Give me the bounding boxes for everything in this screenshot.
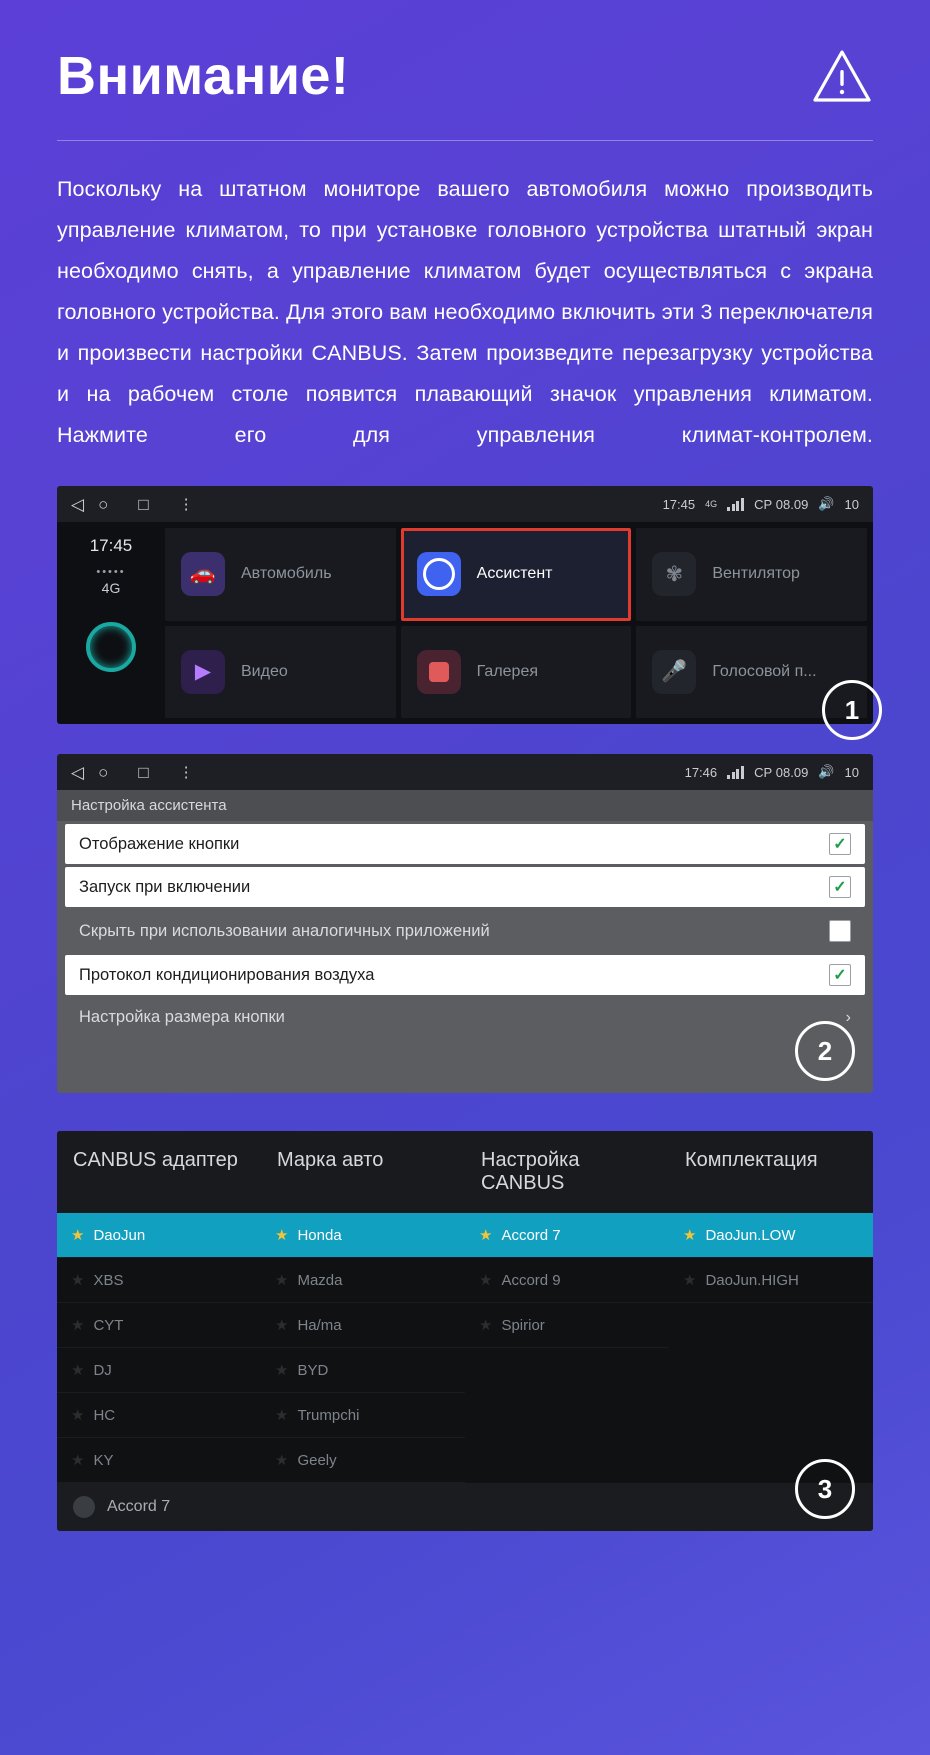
canbus-footer xyxy=(57,1483,873,1531)
setting-label: Протокол кондиционирования воздуха xyxy=(79,965,375,984)
canbus-cell[interactable] xyxy=(57,1213,261,1258)
star-icon: ★ xyxy=(71,1407,85,1424)
cell-label: Spirior xyxy=(501,1316,545,1334)
canbus-table xyxy=(57,1131,873,1531)
tile-fan[interactable] xyxy=(636,528,867,621)
android-status-bar-1 xyxy=(57,486,873,522)
step-badge-1: 1 xyxy=(822,680,882,740)
more-options-icon[interactable]: ⋮ xyxy=(178,764,195,781)
settings-list xyxy=(57,790,873,1093)
star-icon: ★ xyxy=(71,1362,85,1379)
column-header-trim: Комплектация xyxy=(685,1149,818,1171)
setting-label: Настройка размера кнопки xyxy=(79,1008,285,1026)
cell-label: Ha/ma xyxy=(297,1316,342,1334)
canbus-table-header xyxy=(57,1131,873,1213)
tile-label: Видео xyxy=(241,662,288,680)
step-badge-2: 2 xyxy=(795,1021,855,1081)
car-model-icon xyxy=(73,1496,95,1518)
setting-row-button-size[interactable] xyxy=(65,998,865,1037)
setting-row-display-button[interactable] xyxy=(65,824,865,864)
checkbox-checked-icon[interactable]: ✓ xyxy=(829,833,851,855)
star-icon: ★ xyxy=(275,1317,289,1334)
star-icon: ★ xyxy=(71,1317,85,1334)
recents-icon[interactable]: □ xyxy=(138,494,149,514)
star-icon: ★ xyxy=(683,1227,697,1244)
signal-icon xyxy=(727,766,744,779)
signal-icon xyxy=(727,498,744,511)
microphone-icon: 🎤 xyxy=(652,650,696,694)
canbus-cell[interactable] xyxy=(669,1213,873,1258)
setting-label: Запуск при включении xyxy=(79,877,251,896)
table-row[interactable] xyxy=(57,1258,873,1303)
canbus-cell-empty xyxy=(669,1348,873,1393)
checkbox-checked-icon[interactable]: ✓ xyxy=(829,876,851,898)
cell-label: Trumpchi xyxy=(297,1406,360,1424)
canbus-cell[interactable] xyxy=(57,1258,261,1303)
android-status-bar-2 xyxy=(57,754,873,790)
settings-title: Настройка ассистента xyxy=(57,790,873,821)
cell-label: HC xyxy=(93,1406,116,1424)
canbus-cell-empty xyxy=(669,1393,873,1438)
status-time: 17:46 xyxy=(684,764,718,780)
screenshot-canbus xyxy=(57,1131,873,1531)
step-badge-3: 3 xyxy=(795,1459,855,1519)
video-icon: ▶ xyxy=(181,650,225,694)
status-date: СР 08.09 xyxy=(754,496,809,512)
cell-label: DaoJun xyxy=(93,1226,146,1244)
canbus-cell[interactable] xyxy=(261,1303,465,1348)
status-volume: 10 xyxy=(844,764,859,780)
body-paragraph: Поскольку на штатном мониторе вашего автомобиля можно производить управление климатом, то при установке головного устройства штатный экран необходимо снять, а управление климатом будет осуществляться с экрана головного устройства. Для этого вам необходимо включить эти 3 переключателя и произвести настройки CANBUS. Затем произведите перезагрузку устройства и на рабочем столе появится плавающий значок управления климатом. Нажмите его для управления климат-контролем. xyxy=(57,177,873,447)
tile-label: Галерея xyxy=(476,662,539,680)
screenshot-launcher xyxy=(57,486,873,724)
column-header-adapter: CANBUS адаптер xyxy=(73,1149,238,1171)
star-icon: ★ xyxy=(275,1227,289,1244)
star-icon: ★ xyxy=(479,1272,493,1289)
canbus-cell[interactable] xyxy=(261,1393,465,1438)
tile-label: Вентилятор xyxy=(712,565,800,583)
settings-spacer xyxy=(57,1037,873,1093)
canbus-cell-empty xyxy=(465,1438,669,1483)
cell-label: Geely xyxy=(297,1451,337,1469)
star-icon: ★ xyxy=(275,1407,289,1424)
canbus-cell-empty xyxy=(465,1393,669,1438)
cell-label: DJ xyxy=(93,1361,112,1379)
cell-label: BYD xyxy=(297,1361,329,1379)
cell-label: DaoJun.HIGH xyxy=(705,1271,799,1289)
star-icon: ★ xyxy=(275,1362,289,1379)
column-header-canbus: Настройка CANBUS xyxy=(481,1149,580,1194)
launcher-sidebar xyxy=(57,522,165,724)
cell-label: Accord 9 xyxy=(501,1271,561,1289)
column-header-brand: Марка авто xyxy=(277,1149,384,1171)
header-divider xyxy=(57,140,873,141)
setting-label: Отображение кнопки xyxy=(79,834,240,853)
sidebar-time: 17:45 xyxy=(89,536,133,555)
canbus-cell[interactable] xyxy=(465,1258,669,1303)
star-icon: ★ xyxy=(275,1272,289,1289)
status-time: 17:45 xyxy=(662,496,696,512)
canbus-cell[interactable] xyxy=(465,1303,669,1348)
page-title: Внимание! xyxy=(57,46,350,107)
cell-label: CYT xyxy=(93,1316,124,1334)
cell-label: Honda xyxy=(297,1226,342,1244)
canbus-cell[interactable] xyxy=(261,1258,465,1303)
star-icon: ★ xyxy=(275,1452,289,1469)
back-icon[interactable]: ◁ xyxy=(71,762,85,782)
tile-car[interactable] xyxy=(165,528,396,621)
tile-label: Автомобиль xyxy=(241,565,332,583)
setting-row-hide-similar-apps[interactable] xyxy=(65,910,865,952)
table-row[interactable] xyxy=(57,1213,873,1258)
back-icon[interactable]: ◁ xyxy=(71,494,85,514)
star-icon: ★ xyxy=(71,1227,85,1244)
tile-video[interactable] xyxy=(165,626,396,719)
cell-label: DaoJun.LOW xyxy=(705,1226,796,1244)
sidebar-network: 4G xyxy=(101,580,121,596)
canbus-cell-empty xyxy=(465,1348,669,1393)
canbus-cell-empty xyxy=(669,1303,873,1348)
warning-triangle-icon xyxy=(811,46,873,108)
cell-label: Accord 7 xyxy=(501,1226,561,1244)
tile-assistant[interactable] xyxy=(401,528,632,621)
tile-label: Ассистент xyxy=(476,565,553,583)
canbus-cell[interactable] xyxy=(57,1348,261,1393)
launcher-tiles xyxy=(165,522,873,724)
checkbox-unchecked-icon[interactable] xyxy=(829,920,851,942)
status-volume: 10 xyxy=(844,496,859,512)
status-network: 4G xyxy=(705,499,718,509)
checkbox-checked-icon[interactable]: ✓ xyxy=(829,964,851,986)
star-icon: ★ xyxy=(479,1317,493,1334)
home-icon[interactable]: ○ xyxy=(98,762,109,782)
canbus-footer-label: Accord 7 xyxy=(107,1498,171,1515)
table-row[interactable] xyxy=(57,1303,873,1348)
table-row[interactable] xyxy=(57,1348,873,1393)
fan-icon: ✾ xyxy=(652,552,696,596)
canbus-cell[interactable] xyxy=(57,1303,261,1348)
tile-label: Голосовой п... xyxy=(712,662,817,680)
cell-label: XBS xyxy=(93,1271,124,1289)
launcher-screen xyxy=(57,522,873,724)
status-date: СР 08.09 xyxy=(754,764,809,780)
canbus-cell[interactable] xyxy=(465,1213,669,1258)
setting-row-ac-protocol[interactable] xyxy=(65,955,865,995)
canbus-cell[interactable] xyxy=(669,1258,873,1303)
volume-icon: 🔊 xyxy=(818,764,835,779)
star-icon: ★ xyxy=(479,1227,493,1244)
gallery-icon xyxy=(417,650,461,694)
header xyxy=(57,0,873,108)
sidebar-signal-dots: ••••• xyxy=(96,566,126,578)
more-options-icon[interactable]: ⋮ xyxy=(178,496,195,513)
table-row[interactable] xyxy=(57,1438,873,1483)
recents-icon[interactable]: □ xyxy=(138,762,149,782)
car-icon: 🚗 xyxy=(181,552,225,596)
setting-row-start-on-boot[interactable] xyxy=(65,867,865,907)
star-icon: ★ xyxy=(683,1272,697,1289)
assistant-ring-icon[interactable] xyxy=(86,622,136,672)
table-row[interactable] xyxy=(57,1393,873,1438)
canbus-cell[interactable] xyxy=(261,1213,465,1258)
star-icon: ★ xyxy=(71,1452,85,1469)
cell-label: Mazda xyxy=(297,1271,343,1289)
chevron-right-icon: › xyxy=(845,1008,851,1026)
assistant-icon xyxy=(417,552,461,596)
canbus-cell[interactable] xyxy=(261,1348,465,1393)
setting-label: Скрыть при использовании аналогичных приложений xyxy=(79,921,490,940)
volume-icon: 🔊 xyxy=(818,496,835,511)
canbus-cell[interactable] xyxy=(57,1393,261,1438)
cell-label: KY xyxy=(93,1451,114,1469)
home-icon[interactable]: ○ xyxy=(98,494,109,514)
star-icon: ★ xyxy=(71,1272,85,1289)
tile-gallery[interactable] xyxy=(401,626,632,719)
canbus-cell[interactable] xyxy=(261,1438,465,1483)
screenshot-assistant-settings xyxy=(57,754,873,1093)
canbus-cell[interactable] xyxy=(57,1438,261,1483)
